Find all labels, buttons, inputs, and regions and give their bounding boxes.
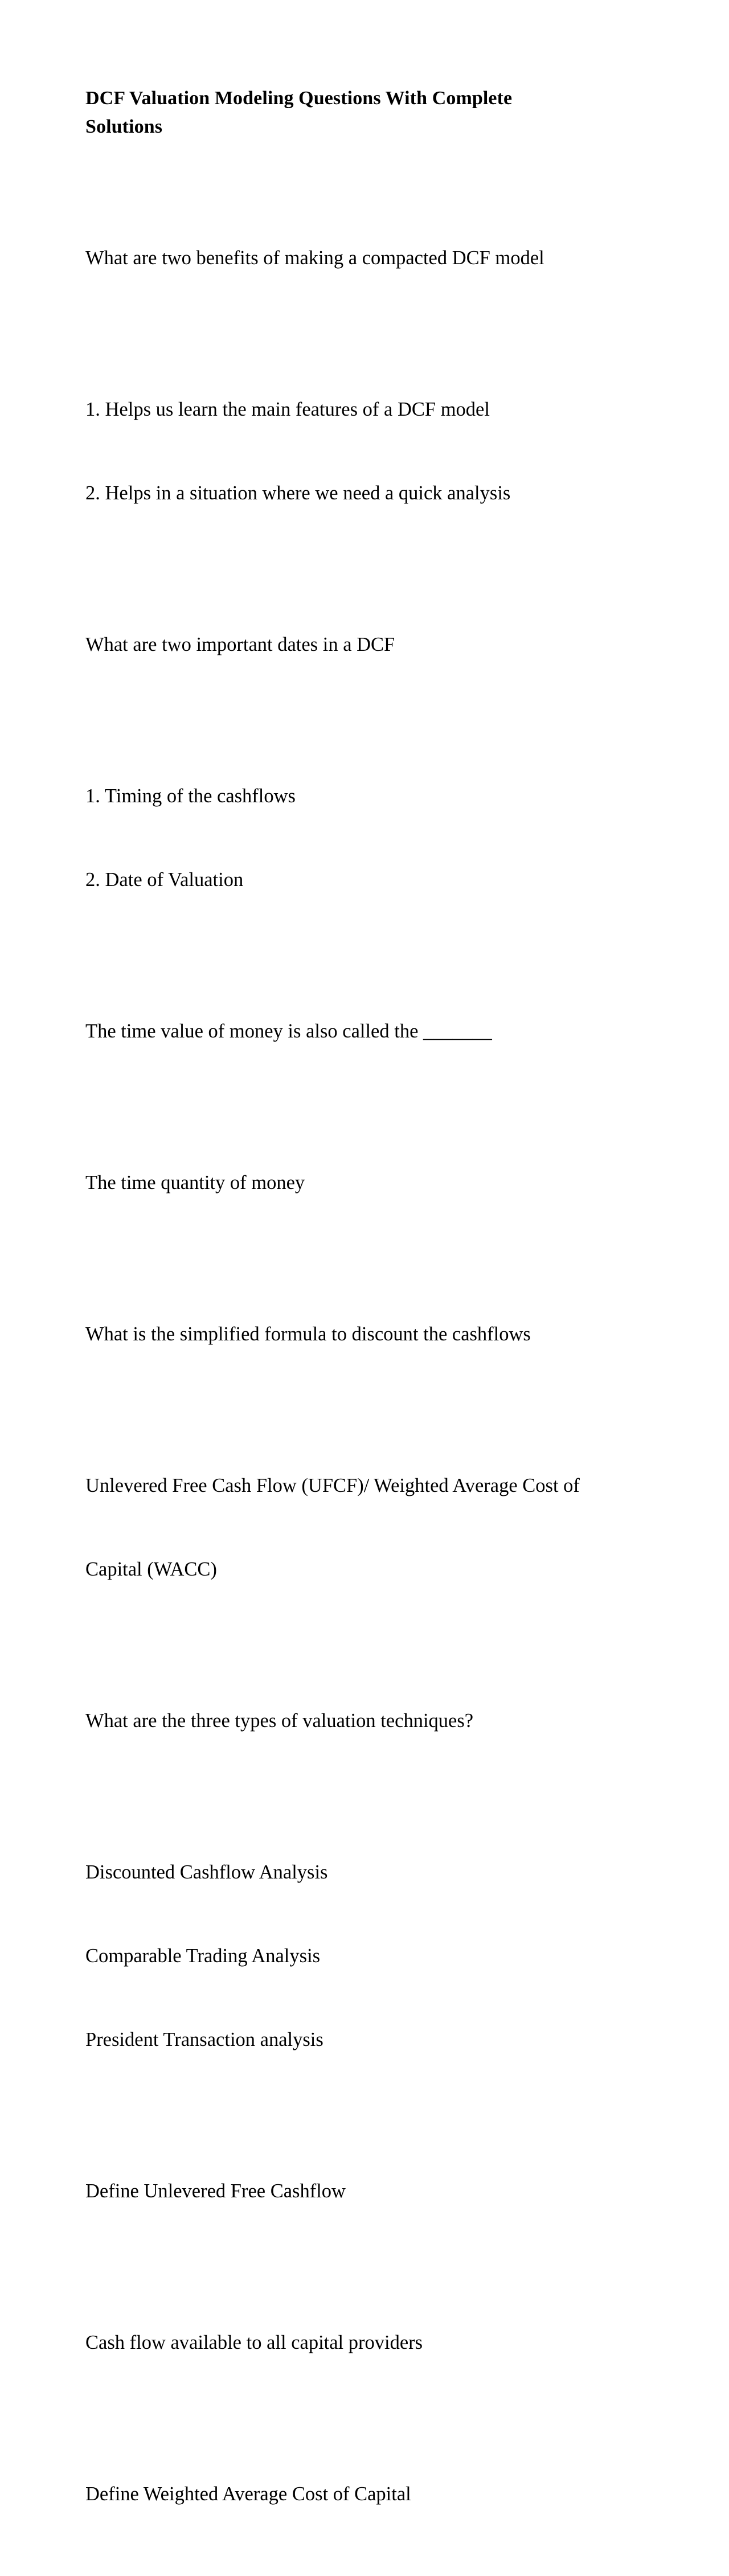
answer-text: 1. Timing of the cashflows — [85, 785, 296, 807]
answer-paragraph — [85, 1416, 655, 1639]
answer-text: 1. Helps us learn the main features of a DCF model — [85, 399, 490, 420]
question-paragraph — [85, 1265, 655, 1404]
question-paragraph — [85, 1651, 655, 1791]
answer-text: Discounted Cashflow Analysis — [85, 1861, 328, 1883]
document-page — [85, 84, 655, 2576]
question-text: Define Weighted Average Cost of Capital — [85, 2483, 411, 2505]
question-paragraph — [85, 2122, 655, 2261]
title-line: DCF Valuation Modeling Questions With Complete — [85, 88, 513, 109]
answer-paragraph — [85, 340, 655, 563]
question-text: The time value of money is also called the _______ — [85, 1020, 492, 1042]
answer-text: Capital (WACC) — [85, 1558, 217, 1580]
question-text: What are two benefits of making a compacted DCF model — [85, 247, 544, 269]
answer-paragraph — [85, 727, 655, 950]
answer-text: President Transaction analysis — [85, 2029, 323, 2050]
answer-paragraph — [85, 2273, 655, 2413]
answer-text: Unlevered Free Cash Flow (UFCF)/ Weighted Average Cost of — [85, 1475, 580, 1496]
question-text: What are two important dates in a DCF — [85, 634, 395, 655]
answer-text: The time quantity of money — [85, 1172, 305, 1193]
question-paragraph — [85, 962, 655, 1101]
question-text: What are the three types of valuation techniques? — [85, 1710, 474, 1732]
answer-text: Cash flow available to all capital providers — [85, 2332, 423, 2353]
question-text: Define Unlevered Free Cashflow — [85, 2180, 346, 2202]
title-line: Solutions — [85, 116, 163, 137]
answer-text: Comparable Trading Analysis — [85, 1945, 321, 1967]
question-paragraph — [85, 575, 655, 715]
question-text: What is the simplified formula to discount the cashflows — [85, 1323, 531, 1345]
answer-text: 2. Date of Valuation — [85, 869, 244, 891]
question-paragraph — [85, 188, 655, 328]
question-paragraph — [85, 2425, 655, 2564]
answer-paragraph — [85, 1803, 655, 2110]
document-title — [85, 84, 655, 141]
answer-text: 2. Helps in a situation where we need a quick analysis — [85, 482, 511, 504]
answer-paragraph — [85, 1113, 655, 1253]
